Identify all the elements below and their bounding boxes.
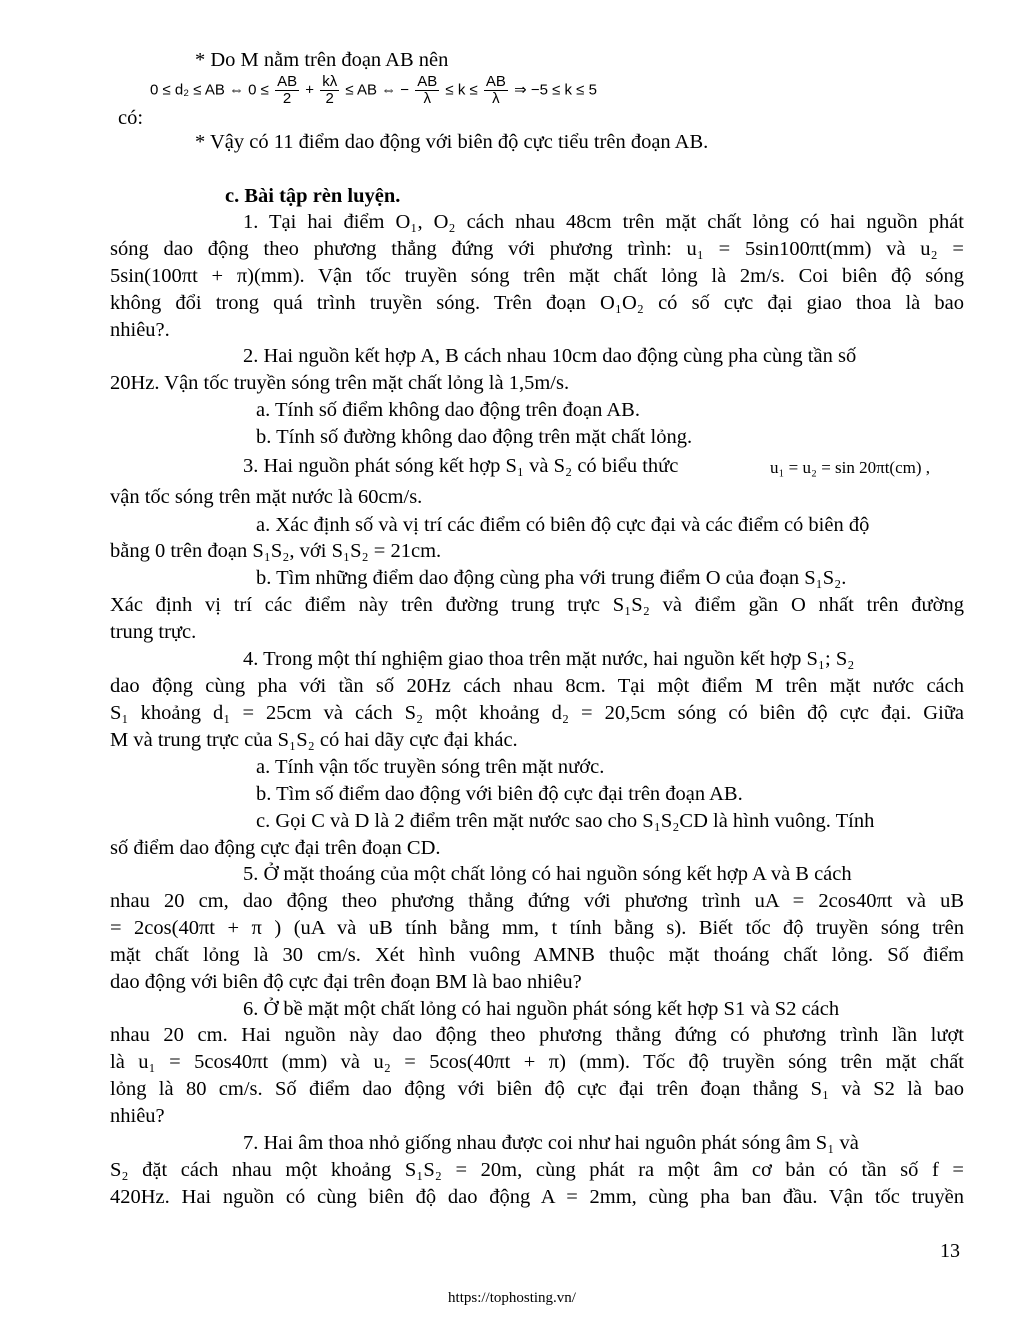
fraction-ab-lambda-2: $\frac{AB}{\lambda}$ <box>485 73 506 107</box>
text-line: số điểm dao động cực đại trên đoạn CD. <box>110 837 441 859</box>
text-line: b. Tìm những điểm dao động cùng pha với trung điểm O của đoạn S₁S₂. <box>256 567 847 589</box>
text-line: nhau 20 cm, dao động theo phương thẳng đứng với phương trình uA = 2cos40πt và uB <box>110 890 964 912</box>
text-line: có: <box>118 107 144 129</box>
text-line: a. Tính số điểm không dao động trên đoạn AB. <box>256 399 640 421</box>
text-line: S₁ khoảng d₁ = 25cm và cách S₂ một khoảng d₂ = 20,5cm sóng có biên độ cực đại. Giữa <box>110 702 964 724</box>
text-line: c. Bài tập rèn luyện. <box>225 185 401 207</box>
text-line: * Vậy có 11 điểm dao động với biên độ cực tiểu trên đoạn AB. <box>195 131 709 153</box>
inequality-formula: 0 ≤ d₂ ≤ AB ⇔ 0 ≤ $\frac{AB}{2}$ + $\frac{k\lambda}{2}$ ≤ AB ⇔ − $\frac{AB}{\lambda}$ ≤ k ≤ $\frac{AB}{\lambda}$ ⇒ −5 ≤ k ≤ 5 <box>150 73 597 107</box>
text-line: 5. Ở mặt thoáng của một chất lỏng có hai nguồn sóng kết hợp A và B cách <box>243 863 852 885</box>
footer-url: https://tophosting.vn/ <box>448 1290 576 1306</box>
fraction-ab-lambda: $\frac{AB}{\lambda}$ <box>417 73 438 107</box>
source-equation: u₁ = u₂ = sin 20πt(cm) , <box>770 458 931 477</box>
text-line: 5sin(100πt + π)(mm). Vận tốc truyền sóng trên mặt chất lỏng là 2m/s. Coi biên độ sóng <box>110 265 964 287</box>
text-line: 3. Hai nguồn phát sóng kết hợp S₁ và S₂ có biểu thức <box>243 455 679 477</box>
text-line: c. Gọi C và D là 2 điểm trên mặt nước sao cho S₁S₂CD là hình vuông. Tính <box>256 810 875 832</box>
text-line: 2. Hai nguồn kết hợp A, B cách nhau 10cm dao động cùng pha cùng tần số <box>243 345 857 367</box>
text-line: a. Xác định số và vị trí các điểm có biên độ cực đại và các điểm có biên độ <box>256 514 870 536</box>
text-line: M và trung trực của S₁S₂ có hai dãy cực đại khác. <box>110 729 518 751</box>
text-line: vận tốc sóng trên mặt nước là 60cm/s. <box>110 486 423 508</box>
text-line: không đổi trong quá trình truyền sóng. Trên đoạn O₁O₂ có số cực đại giao thoa là bao <box>110 292 964 314</box>
text-line: bằng 0 trên đoạn S₁S₂, với S₁S₂ = 21cm. <box>110 540 442 562</box>
text-line: b. Tính số đường không dao động trên mặt chất lỏng. <box>256 426 693 448</box>
text-line: nhiêu? <box>110 1105 165 1127</box>
page-number: 13 <box>940 1240 960 1262</box>
text-line: lỏng là 80 cm/s. Số điểm dao động với biên độ cực đại trên đoạn thẳng S₁ và S2 là bao <box>110 1078 964 1100</box>
text-line: sóng dao động theo phương thẳng đứng với phương trình: u₁ = 5sin100πt(mm) và u₂ = <box>110 238 964 260</box>
text-line: dao động cùng pha với tần số 20Hz cách nhau 8cm. Tại một điểm M trên mặt nước cách <box>110 675 964 697</box>
text-line: 4. Trong một thí nghiệm giao thoa trên mặt nước, hai nguồn kết hợp S₁; S₂ <box>243 648 855 670</box>
text-line: Xác định vị trí các điểm này trên đường trung trực S₁S₂ và điểm gần O nhất trên đường <box>110 594 964 616</box>
text-line: = 2cos(40πt + π ) (uA và uB tính bằng mm, t tính bằng s). Biết tốc độ truyền sóng trên <box>110 917 964 939</box>
text-line: 1. Tại hai điểm O₁, O₂ cách nhau 48cm trên mặt chất lỏng có hai nguồn phát <box>243 211 964 233</box>
text-line: trung trực. <box>110 621 197 643</box>
text-line: 6. Ở bề mặt một chất lỏng có hai nguồn phát sóng kết hợp S1 và S2 cách <box>243 998 840 1020</box>
text-line: a. Tính vận tốc truyền sóng trên mặt nước. <box>256 756 605 778</box>
text-line: dao động với biên độ cực đại trên đoạn BM là bao nhiêu? <box>110 971 582 993</box>
text-line: 20Hz. Vận tốc truyền sóng trên mặt chất lỏng là 1,5m/s. <box>110 372 570 394</box>
fraction-ab-2: $\frac{AB}{2}$ <box>277 73 298 107</box>
text-line: mặt chất lỏng là 30 cm/s. Xét hình vuông AMNB thuộc mặt thoáng chất lỏng. Số điểm <box>110 944 964 966</box>
text-line: nhiêu?. <box>110 319 170 341</box>
text-line: là u₁ = 5cos40πt (mm) và u₂ = 5cos(40πt + π) (mm). Tốc độ truyền sóng trên mặt chất <box>110 1051 964 1073</box>
text-line: 420Hz. Hai nguồn có cùng biên độ dao động A = 2mm, cùng pha ban đầu. Vận tốc truyền <box>110 1186 964 1208</box>
fraction-klambda-2: $\frac{k\lambda}{2}$ <box>322 73 338 107</box>
text-line: nhau 20 cm. Hai nguồn này dao động theo phương thẳng đứng có phương trình lần lượt <box>110 1024 964 1046</box>
text-line: S₂ đặt cách nhau một khoảng S₁S₂ = 20m, cùng phát ra một âm cơ bản có tần số f = <box>110 1159 964 1181</box>
text-line: 7. Hai âm thoa nhỏ giống nhau được coi như hai nguôn phát sóng âm S₁ và <box>243 1132 859 1154</box>
text-line: * Do M nằm trên đoạn AB nên <box>195 49 449 71</box>
text-line: b. Tìm số điểm dao động với biên độ cực đại trên đoạn AB. <box>256 783 743 805</box>
